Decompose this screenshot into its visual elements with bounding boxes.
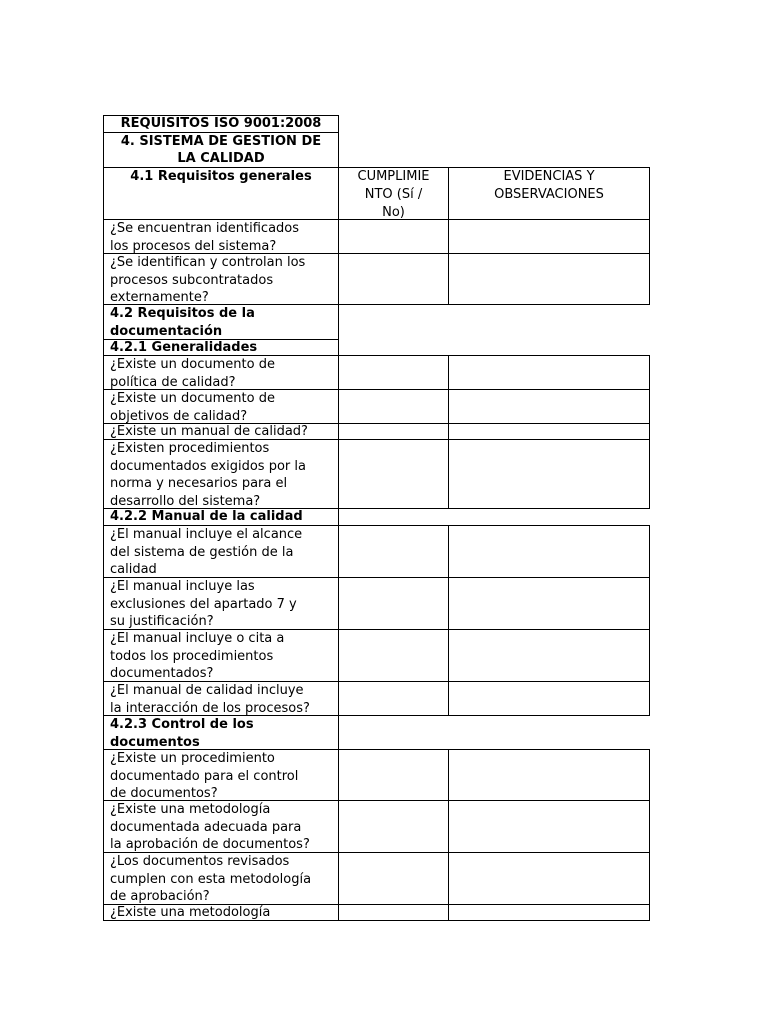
requirement-question: ¿Existe un procedimiento documentado para el control de documentos? [103, 749, 339, 801]
compliance-cell [338, 749, 449, 801]
document-title: REQUISITOS ISO 9001:2008 [103, 115, 339, 133]
compliance-cell [338, 219, 449, 254]
evidence-cell [448, 525, 650, 578]
compliance-cell [338, 852, 449, 905]
requirement-question: ¿Existe una metodología [103, 904, 339, 921]
general-requirements-header: 4.1 Requisitos generales [103, 167, 339, 220]
evidence-cell [448, 219, 650, 254]
evidence-cell [448, 749, 650, 801]
requirement-question: ¿Existe un manual de calidad? [103, 423, 339, 440]
requirement-question: ¿Existen procedimientos documentados exigidos por la norma y necesarios para el desarrollo del sistema? [103, 439, 339, 509]
evidence-cell [448, 439, 650, 509]
compliance-cell [338, 423, 449, 440]
evidence-cell [448, 389, 650, 424]
compliance-cell [338, 904, 449, 921]
quality-manual-heading: 4.2.2 Manual de la calidad [103, 508, 339, 526]
system-heading: 4. SISTEMA DE GESTION DE LA CALIDAD [103, 132, 339, 168]
compliance-column-header: CUMPLIMIE NTO (Sí / No) [338, 167, 449, 220]
compliance-cell [338, 525, 449, 578]
document-control-heading: 4.2.3 Control de los documentos [103, 715, 339, 750]
requirement-question: ¿El manual de calidad incluye la interacción de los procesos? [103, 681, 339, 716]
evidence-cell [448, 681, 650, 716]
requirement-question: ¿Se encuentran identificados los procesos del sistema? [103, 219, 339, 254]
evidence-cell [448, 800, 650, 853]
requirement-question: ¿El manual incluye las exclusiones del apartado 7 y su justificación? [103, 577, 339, 630]
evidence-column-header: EVIDENCIAS Y OBSERVACIONES [448, 167, 650, 220]
compliance-cell [338, 253, 449, 305]
documentation-section-heading: 4.2 Requisitos de la documentación [103, 304, 339, 340]
evidence-cell [448, 852, 650, 905]
evidence-cell [448, 904, 650, 921]
compliance-cell [338, 355, 449, 390]
compliance-cell [338, 439, 449, 509]
requirement-question: ¿El manual incluye el alcance del sistema de gestión de la calidad [103, 525, 339, 578]
evidence-cell [448, 355, 650, 390]
evidence-cell [448, 629, 650, 682]
compliance-cell [338, 629, 449, 682]
requirement-question: ¿Se identifican y controlan los procesos subcontratados externamente? [103, 253, 339, 305]
requirement-question: ¿Los documentos revisados cumplen con esta metodología de aprobación? [103, 852, 339, 905]
requirement-question: ¿Existe un documento de política de calidad? [103, 355, 339, 390]
evidence-cell [448, 577, 650, 630]
evidence-cell [448, 423, 650, 440]
requirement-question: ¿Existe un documento de objetivos de calidad? [103, 389, 339, 424]
evidence-cell [448, 253, 650, 305]
generalities-heading: 4.2.1 Generalidades [103, 339, 339, 356]
compliance-cell [338, 681, 449, 716]
requirement-question: ¿Existe una metodología documentada adecuada para la aprobación de documentos? [103, 800, 339, 853]
compliance-cell [338, 389, 449, 424]
compliance-cell [338, 800, 449, 853]
compliance-cell [338, 577, 449, 630]
requirement-question: ¿El manual incluye o cita a todos los procedimientos documentados? [103, 629, 339, 682]
